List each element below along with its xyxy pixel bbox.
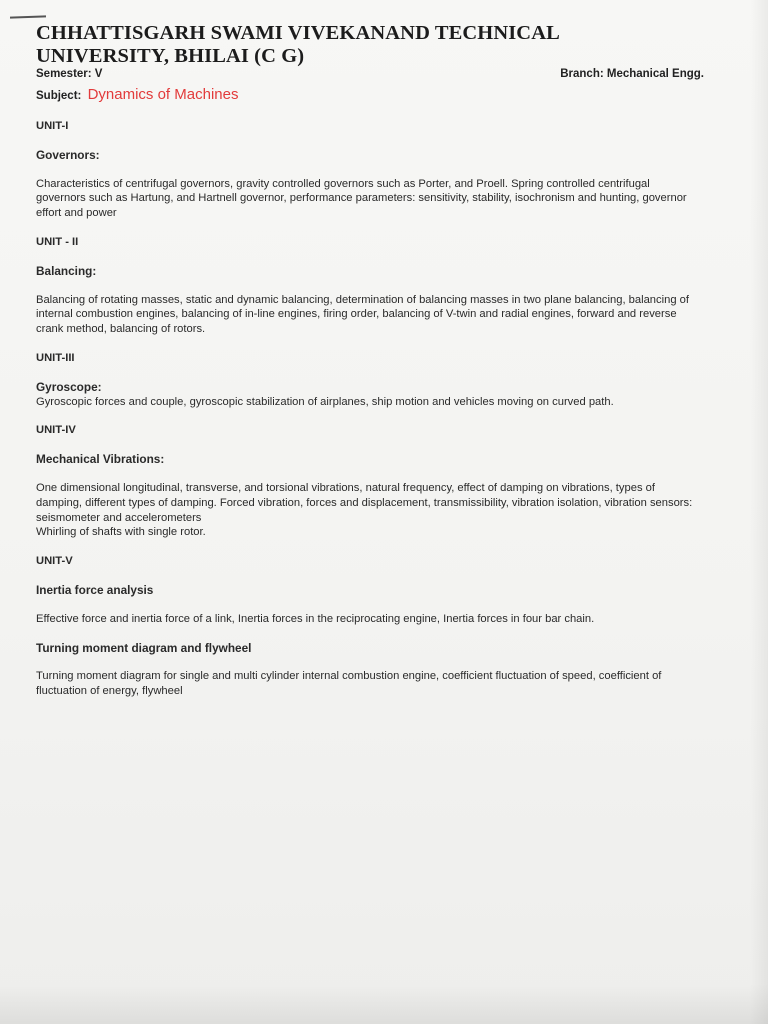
unit-5-text: Effective force and inertia force of a link, Inertia forces in the reciprocating engine, Inertia forces in four bar chain. bbox=[36, 612, 595, 625]
unit-4-heading: Mechanical Vibrations: bbox=[36, 452, 165, 467]
unit-5-label: UNIT-V bbox=[36, 555, 73, 568]
unit-5-text-2: Turning moment diagram for single and multi cylinder internal combustion engine, coefficient fluctuation of speed, coefficient of fluctuation of energy, flywheel bbox=[36, 670, 662, 698]
unit-1-label: UNIT-I bbox=[36, 120, 69, 132]
unit-3-text: Gyroscopic forces and couple, gyroscopic stabilization of airplanes, ship motion and vehicles moving on curved path. bbox=[36, 395, 614, 408]
scan-shadow-right bbox=[750, 0, 768, 1024]
unit-2-heading: Balancing: bbox=[36, 263, 97, 278]
unit-4-text: One dimensional longitudinal, transverse, and torsional vibrations, natural frequency, effect of damping on vibrations, types of damping, different types of damping. Forced vibration, forces and displacement, transmissibility, vibration isolation, vibration sensors: seismometer and accelerometers bbox=[36, 481, 693, 524]
unit-5-heading: Inertia force analysis bbox=[36, 582, 154, 597]
unit-3-label: UNIT-III bbox=[36, 351, 75, 364]
subject-name: Dynamics of Machines bbox=[87, 86, 239, 103]
title-line-1: CHHATTISGARH SWAMI VIVEKANAND TECHNICAL bbox=[36, 22, 560, 44]
subject-row bbox=[36, 86, 238, 103]
university-title bbox=[36, 22, 716, 68]
semester-label: Semester: V bbox=[36, 68, 103, 80]
unit-2-label: UNIT - II bbox=[36, 235, 79, 248]
unit-4-label: UNIT-IV bbox=[36, 424, 76, 437]
scan-shadow-bottom bbox=[0, 984, 768, 1024]
unit-5-heading-2: Turning moment diagram and flywheel bbox=[36, 640, 252, 655]
unit-1-text: Characteristics of centrifugal governors, gravity controlled governors such as Porter, and Proell. Spring controlled centrifugal governors such as Hartung, and Hartnell governor, performance parameters: sensitivity, stability, isochronism and hunting, governor effort and power bbox=[36, 177, 687, 220]
unit-4-text-extra: Whirling of shafts with single rotor. bbox=[36, 526, 206, 539]
subject-label: Subject: bbox=[36, 90, 82, 102]
syllabus-content bbox=[36, 119, 696, 713]
title-line-2: UNIVERSITY, BHILAI (C G) bbox=[36, 45, 305, 67]
unit-1-heading: Governors: bbox=[36, 147, 100, 162]
meta-row bbox=[36, 68, 704, 84]
branch-label: Branch: Mechanical Engg. bbox=[560, 68, 704, 80]
pen-mark bbox=[10, 15, 46, 18]
unit-3-heading: Gyroscope: bbox=[36, 379, 102, 394]
unit-2-text: Balancing of rotating masses, static and dynamic balancing, determination of balancing masses in two plane balancing, balancing of internal combustion engines, balancing of in-line engines, firing order, balancing of V-twin and radial engines, forward and reverse crank method, balancing of rotors. bbox=[36, 293, 689, 336]
